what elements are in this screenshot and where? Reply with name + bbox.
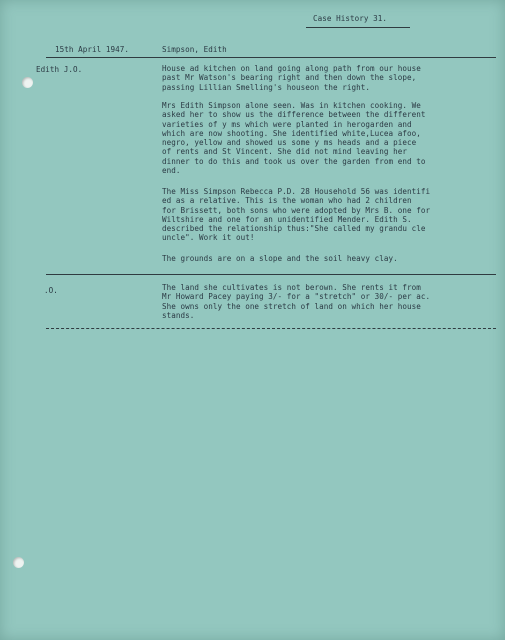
text-line: end. [162,166,181,176]
text-line: Mr Howard Pacey paying 3/- for a "stretch" or 30/- per ac. [162,292,431,302]
text-line: The Miss Simpson Rebecca P.D. 28 Household 56 was identifi [162,187,431,196]
text-line: ed as a relative. This is the woman who had 2 children [162,196,412,206]
text-line: passing Lillian Smelling's houseon the right. [162,82,370,92]
paragraph-5 [162,283,430,320]
subject-name: Simpson, Edith [162,45,227,54]
paragraph-3 [162,187,430,243]
title-underline [306,27,410,28]
text-line: The land she cultivates is not berown. She rents it from [162,283,421,292]
punch-hole-bottom [13,557,24,568]
text-line: House ad kitchen on land going along path from our house [162,64,421,73]
text-line: Wiltshire and one for an unidentified Mender. Edith S. [162,214,412,224]
section1-marker: Edith J.O. [36,65,83,74]
text-line: described the relationship thus:"She called my grandu cle [162,224,426,234]
text-line: for Brissett, both sons who were adopted by Mrs B. one for [162,205,431,215]
text-line: She owns only the one stretch of land on which her house [162,301,421,311]
text-line: uncle". Work it out! [162,233,255,243]
section2-marker: .O. [44,286,58,295]
text-line: past Mr Watson's bearing right and then down the slope, [162,73,417,83]
text-line: which are now shooting. She identified white,Lucea afoo, [162,128,421,138]
text-line: The grounds are on a slope and the soil heavy clay. [162,254,398,263]
text-line: stands. [162,310,195,320]
paragraph-2 [162,101,425,175]
section-divider [46,274,496,275]
text-line: Mrs Edith Simpson alone seen. Was in kitchen cooking. We [162,101,421,110]
header-rule [46,57,496,58]
entry-date: 15th April 1947. [55,45,129,54]
closing-rule [46,328,496,329]
paragraph-1 [162,64,421,92]
text-line: negro, yellow and showed us some y ms heads and a piece [162,138,417,148]
text-line: asked her to show us the difference between the different [162,110,426,120]
text-line: dinner to do this and took us over the garden from end to [162,156,426,166]
case-history-title: Case History 31. [313,14,387,23]
text-line: varieties of y ms which were planted in herogarden and [162,119,412,129]
punch-hole-top [22,77,33,88]
text-line: of rents and St Vincent. She did not mind leaving her [162,147,407,157]
paragraph-4 [162,254,398,263]
